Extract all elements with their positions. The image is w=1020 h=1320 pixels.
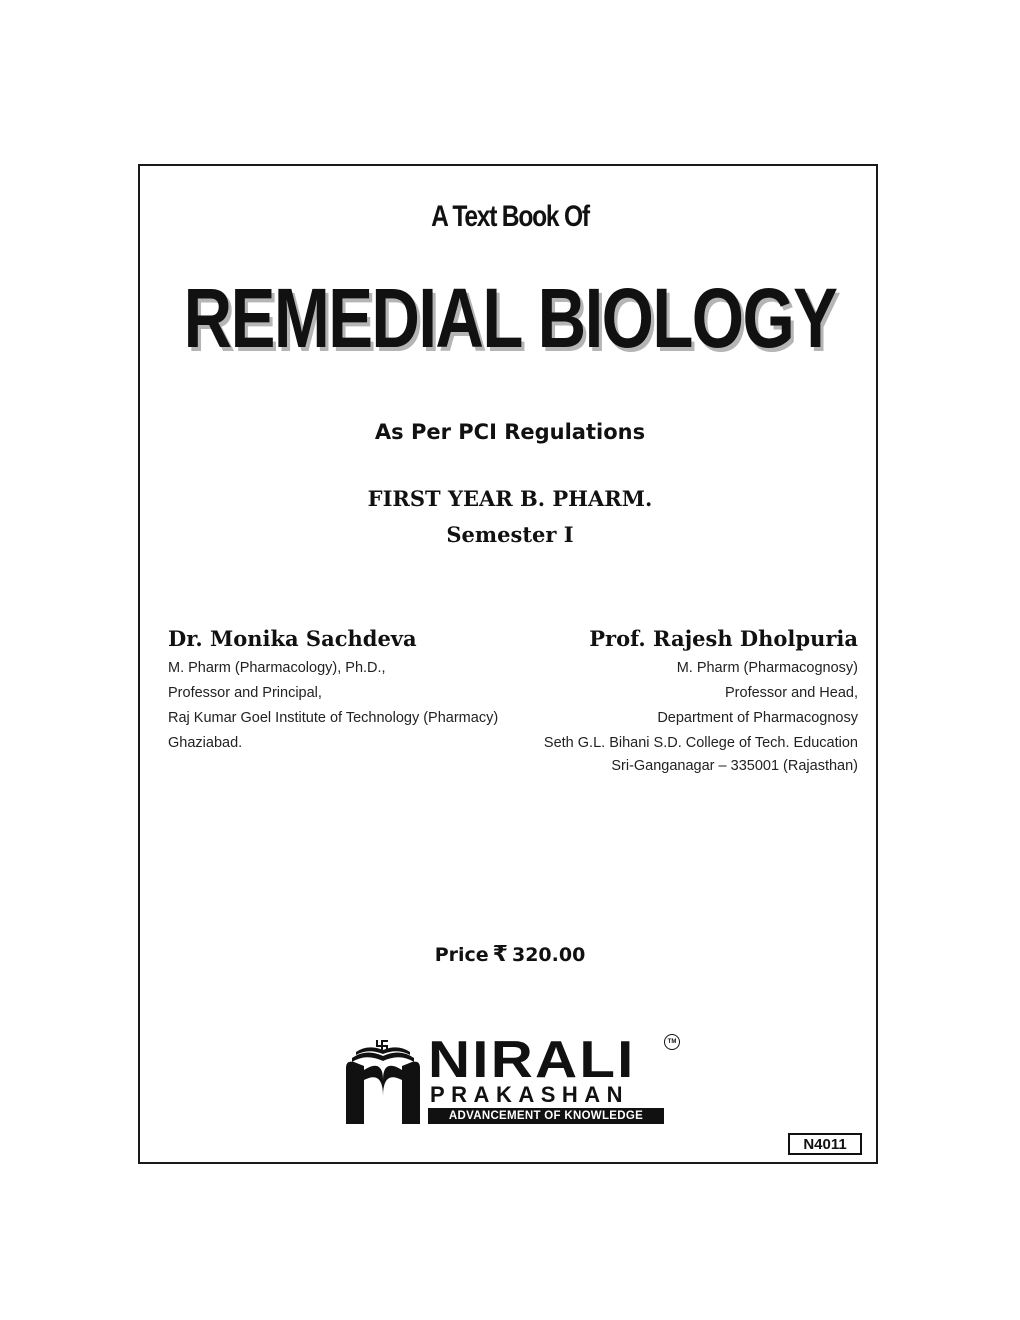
author-1-name: Dr. Monika Sachdeva xyxy=(168,626,417,651)
price-label: Price xyxy=(434,944,489,966)
author-1-institute: Raj Kumar Goel Institute of Technology (Pharmacy) xyxy=(168,710,499,726)
author-1-city: Ghaziabad. xyxy=(168,735,243,751)
price-amount: 320.00 xyxy=(511,944,586,966)
publisher-tagline: ADVANCEMENT OF KNOWLEDGE xyxy=(428,1108,664,1124)
author-2-address: Sri-Ganganagar – 335001 (Rajasthan) xyxy=(611,758,858,774)
course-year: FIRST YEAR B. PHARM. xyxy=(367,486,653,511)
semester: Semester I xyxy=(446,522,574,547)
author-2-college: Seth G.L. Bihani S.D. College of Tech. Education xyxy=(543,735,858,751)
regulation-subtitle: As Per PCI Regulations xyxy=(374,420,646,444)
rupee-icon: ₹ xyxy=(492,942,508,967)
author-2-department: Department of Pharmacognosy xyxy=(657,710,858,726)
author-1-credential: M. Pharm (Pharmacology), Ph.D., xyxy=(168,660,386,676)
author-1-position: Professor and Principal, xyxy=(168,685,322,701)
author-2-name: Prof. Rajesh Dholpuria xyxy=(589,626,858,651)
publisher-subname: PRAKASHAN xyxy=(430,1082,630,1107)
pre-title: A Text Book Of xyxy=(431,200,589,233)
publisher-name: NIRALI xyxy=(428,1031,636,1089)
trademark-icon: TM xyxy=(664,1034,680,1050)
book-code: N4011 xyxy=(788,1133,862,1155)
author-2-position: Professor and Head, xyxy=(725,685,858,701)
author-2-credential: M. Pharm (Pharmacognosy) xyxy=(676,660,858,676)
publisher-logo xyxy=(342,1031,682,1126)
book-title: REMEDIAL BIOLOGY xyxy=(183,271,837,365)
price xyxy=(0,942,1020,967)
publisher-emblem-icon xyxy=(342,1040,424,1124)
